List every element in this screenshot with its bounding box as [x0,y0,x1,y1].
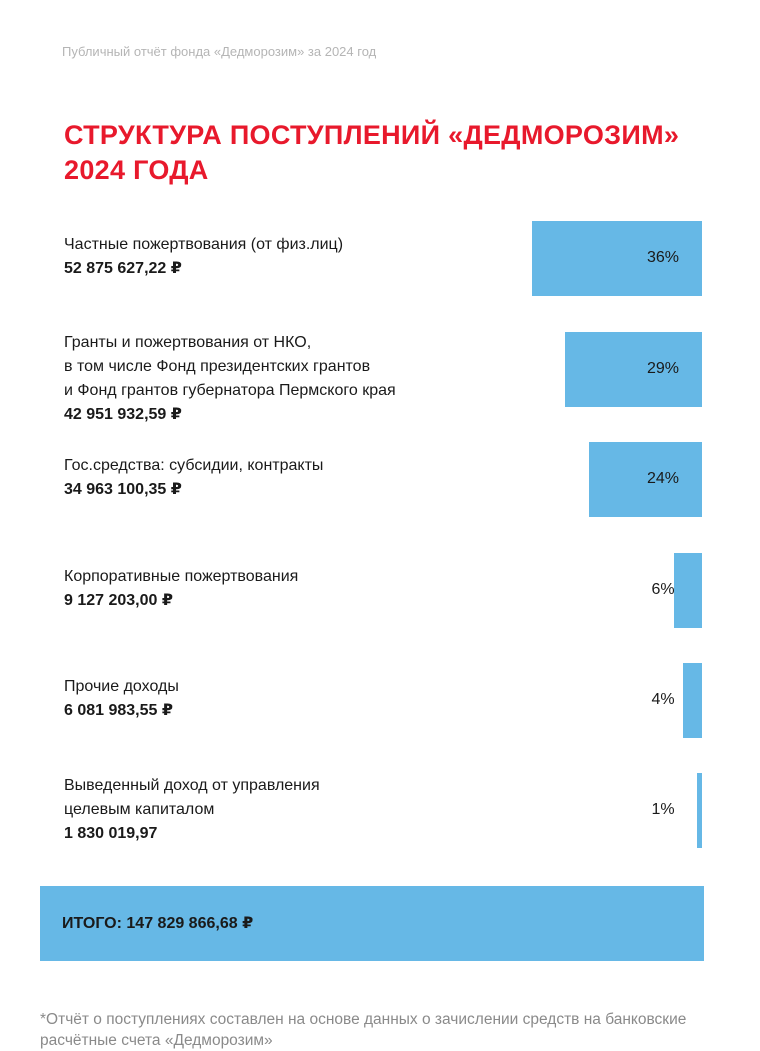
bar-percent-label: 1% [651,801,675,818]
category-label-line: Выведенный доход от управления [64,777,320,794]
bar-percent-label: 24% [646,470,680,487]
report-header-note: Публичный отчёт фонда «Дедморозим» за 2024 год [62,44,377,59]
bar-percent-label: 29% [646,360,680,377]
category-amount: 9 127 203,00 ₽ [64,592,173,609]
category-label-line: Корпоративные пожертвования [64,568,299,585]
category-label [64,233,343,281]
bar-percent-label: 36% [646,249,680,266]
category-amount: 42 951 932,59 ₽ [64,406,182,423]
category-label-line: Частные пожертвования (от физ.лиц) [64,236,344,253]
category-label-line: Гос.средства: субсидии, контракты [64,457,324,474]
bar-4% [683,663,702,738]
category-amount: 1 830 019,97 [64,825,158,842]
category-label-line: целевым капиталом [64,801,215,818]
category-label-line: Гранты и пожертвования от НКО, [64,334,312,351]
category-amount: 6 081 983,55 ₽ [64,702,173,719]
category-label-line: в том числе Фонд президентских грантов [64,358,371,375]
category-amount: 52 875 627,22 ₽ [64,260,182,277]
title-line-1: СТРУКТУРА ПОСТУПЛЕНИЙ «ДЕДМОРОЗИМ» [64,120,680,150]
page-title [64,118,704,188]
category-label-line: Прочие доходы [64,678,179,695]
category-label [64,331,396,427]
footnote: *Отчёт о поступлениях составлен на основе данных о зачислении средств на банковские расчётные счета «Дедморозим» [40,1011,687,1049]
category-label [64,774,320,846]
category-amount: 34 963 100,35 ₽ [64,481,182,498]
bar-percent-label: 6% [651,581,675,598]
category-label [64,454,323,502]
bar-percent-label: 4% [651,691,675,708]
total-box [40,886,704,961]
category-label [64,675,179,723]
category-label [64,565,298,613]
category-label-line: и Фонд грантов губернатора Пермского края [64,382,396,399]
title-line-2: 2024 ГОДА [64,155,209,185]
total-label: ИТОГО: 147 829 866,68 ₽ [62,915,254,932]
bar-1% [697,773,702,848]
